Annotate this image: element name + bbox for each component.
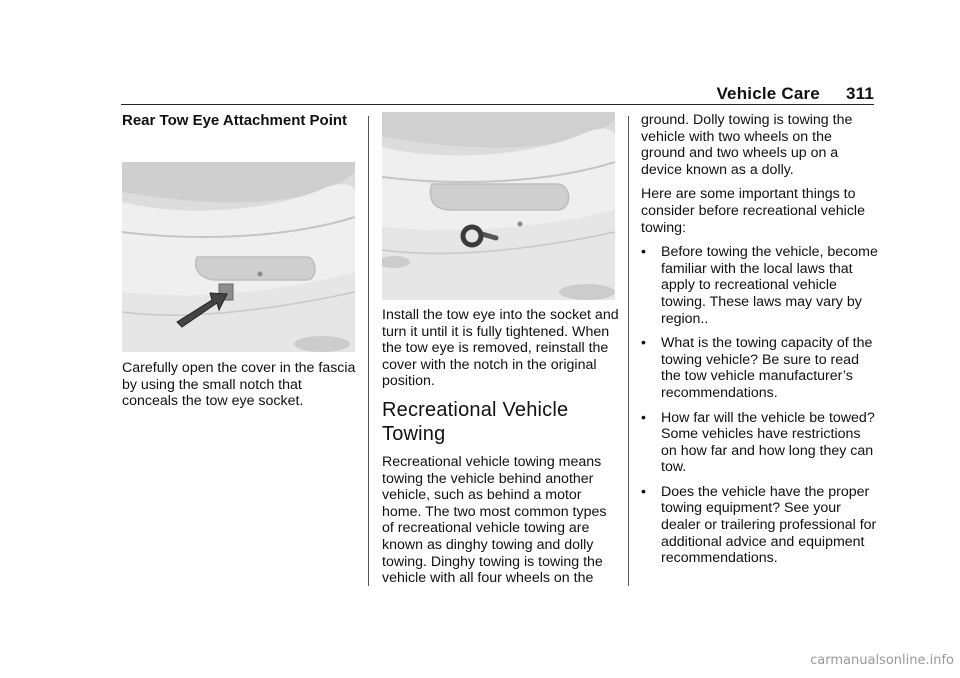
figure-tow-eye-installed	[382, 112, 615, 300]
recreational-towing-body: Recreational vehicle towing means towing the vehicle behind another vehicle, such as behind a motor home. The two most common types of recreational vehicle towing are known as dinghy towing and dolly towing. Dinghy towing is towing the vehicle with all four wheels on the	[382, 453, 607, 587]
column-3	[641, 112, 879, 575]
page-header	[716, 84, 874, 104]
list-item	[641, 410, 879, 476]
header-rule	[121, 104, 874, 105]
dolly-towing-text: ground. Dolly towing is towing the vehicle with two wheels on the ground and two wheels up on a device known as a dolly.	[641, 112, 853, 178]
page-number: 311	[845, 84, 874, 103]
list-item	[641, 335, 879, 401]
watermark: carmanualsonline.info	[810, 653, 954, 668]
column-2	[382, 307, 620, 595]
bullet-marker: •	[641, 244, 646, 261]
section-title-header: Vehicle Care	[716, 84, 820, 103]
bullet-marker: •	[641, 483, 646, 500]
column-1	[122, 112, 357, 137]
bullet-text: What is the towing capacity of the towing vehicle? Be sure to read the tow vehicle manufacturer’s recommendations.	[661, 335, 873, 401]
bullet-marker: •	[641, 409, 646, 426]
bullet-text: How far will the vehicle be towed? Some vehicles have restrictions on how far and how long they can tow.	[661, 409, 875, 476]
column-divider-1	[368, 116, 369, 586]
column-divider-2	[628, 116, 629, 586]
column-1-caption	[122, 360, 357, 418]
recreational-towing-title: Recreational Vehicle Towing	[382, 398, 569, 445]
list-item	[641, 244, 879, 327]
bullet-text: Before towing the vehicle, become familiar with the local laws that apply to recreational vehicle towing. These laws may vary by region..	[661, 244, 878, 327]
considerations-lead: Here are some important things to consider before recreational vehicle towing:	[641, 186, 865, 236]
figure-cover-notch	[122, 162, 355, 352]
cover-caption: Carefully open the cover in the fascia by using the small notch that conceals the tow eye socket.	[122, 360, 356, 410]
bullet-text: Does the vehicle have the proper towing equipment? See your dealer or trailering professional for additional advice and equipment recommendations.	[661, 483, 877, 567]
tow-eye-heading: Rear Tow Eye Attachment Point	[122, 112, 348, 129]
bullet-marker: •	[641, 335, 646, 352]
install-caption: Install the tow eye into the socket and turn it until it is fully tightened. When the tow eye is removed, reinstall the cover with the notch in the original position.	[382, 307, 619, 390]
list-item	[641, 484, 879, 567]
